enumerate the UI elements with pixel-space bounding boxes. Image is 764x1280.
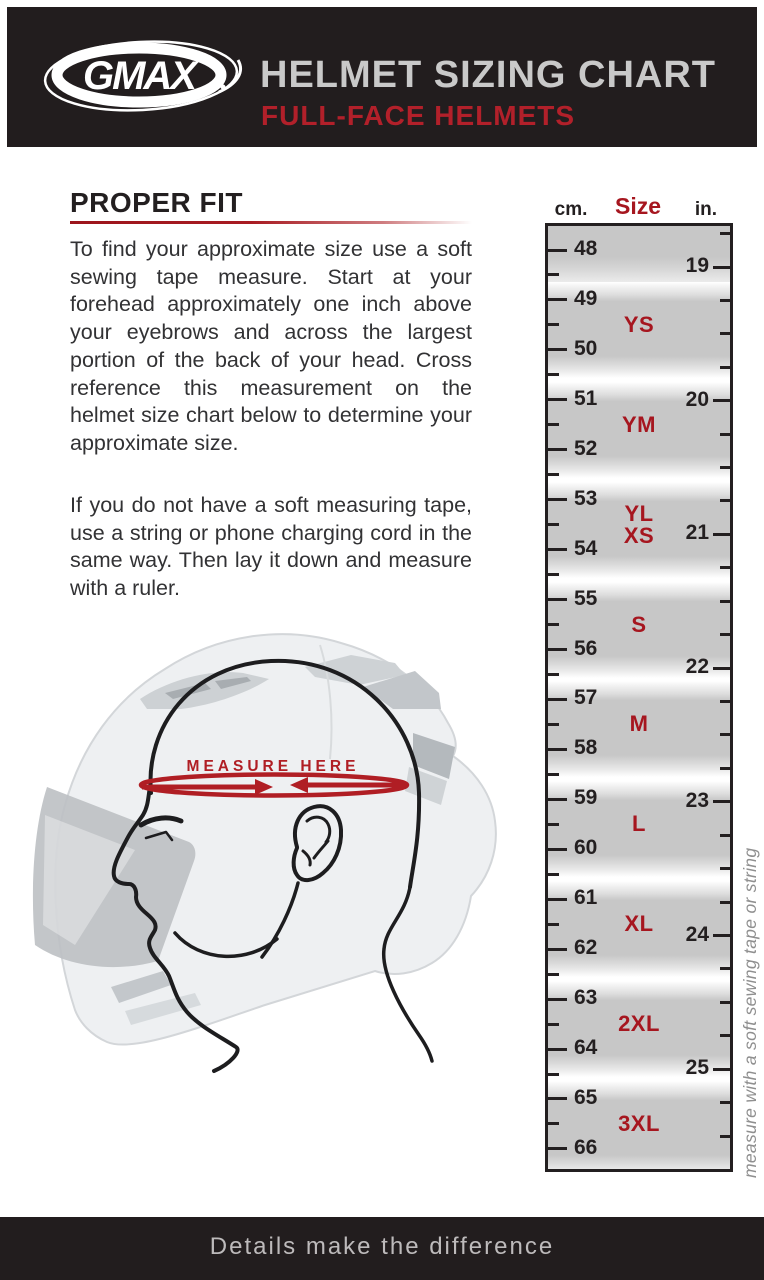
logo-dot	[221, 85, 226, 90]
cm-tick	[548, 823, 559, 826]
inch-tick	[720, 600, 730, 603]
cm-tick	[548, 623, 559, 626]
size-label-line: 2XL	[618, 1011, 660, 1037]
inch-tick-label: 23	[685, 788, 709, 812]
cm-tick-label: 59	[574, 786, 598, 810]
inch-tick	[720, 834, 730, 837]
size-band-label	[548, 311, 730, 337]
measure-here-label: MEASURE HERE	[186, 758, 360, 775]
inch-tick	[720, 366, 730, 369]
inch-tick	[720, 1101, 730, 1104]
column-header-size: Size	[614, 193, 662, 219]
cm-tick	[548, 273, 559, 276]
cm-tick	[548, 398, 567, 401]
cm-tick	[548, 673, 559, 676]
inch-tick	[713, 266, 730, 269]
cm-tick	[548, 548, 567, 551]
size-label-line: M	[629, 711, 649, 737]
cm-tick-label: 55	[574, 586, 598, 610]
size-label-line: L	[632, 811, 646, 837]
cm-tick-label: 57	[574, 686, 598, 710]
size-label-line: XS	[623, 522, 655, 548]
inch-tick-label: 21	[685, 521, 709, 545]
size-label-line: S	[631, 611, 647, 637]
sizing-chart-ruler	[548, 226, 730, 1169]
cm-tick-label: 58	[574, 736, 598, 760]
column-header-in: in.	[694, 199, 718, 220]
inch-tick	[720, 967, 730, 970]
size-band-label	[548, 1110, 730, 1136]
inch-tick	[720, 499, 730, 502]
cm-tick	[548, 373, 559, 376]
cm-tick	[548, 798, 567, 801]
size-label-line: YM	[622, 411, 656, 437]
inch-tick	[720, 901, 730, 904]
cm-tick-label: 52	[574, 436, 598, 460]
inch-tick	[713, 399, 730, 402]
size-label-line: XL	[624, 911, 654, 937]
inch-tick	[720, 466, 730, 469]
inch-tick-label: 22	[685, 655, 709, 679]
inch-tick	[720, 232, 730, 235]
cm-tick	[548, 923, 559, 926]
cm-tick	[548, 973, 559, 976]
inch-tick	[720, 332, 730, 335]
inch-tick-label: 24	[685, 922, 709, 946]
cm-tick-label: 53	[574, 486, 598, 510]
cm-tick-label: 64	[574, 1036, 598, 1060]
cm-tick-label: 51	[574, 386, 598, 410]
inch-tick	[713, 533, 730, 536]
page-subtitle: FULL-FACE HELMETS	[261, 100, 576, 131]
cm-tick	[548, 948, 567, 951]
size-band-label	[548, 713, 730, 735]
inch-tick	[720, 299, 730, 302]
cm-tick	[548, 573, 559, 576]
inch-tick	[720, 700, 730, 703]
paragraph-2: If you do not have a soft measuring tape, use a string or phone charging cord in the same way. Then lay it down and measure with a ruler.	[70, 493, 472, 601]
inch-tick-label: 19	[685, 254, 709, 277]
inch-tick-label: 20	[685, 387, 709, 411]
cm-tick	[548, 1073, 559, 1076]
cm-tick	[548, 498, 567, 501]
cm-tick-label: 66	[574, 1135, 598, 1159]
cm-tick-label: 60	[574, 836, 598, 860]
cm-tick	[548, 998, 567, 1001]
cm-tick	[548, 1097, 567, 1100]
gmax-logo	[37, 32, 252, 122]
logo-text: GMAX	[83, 54, 195, 98]
size-band-label	[548, 813, 730, 835]
sizing-chart	[545, 223, 733, 1172]
cm-tick	[548, 898, 567, 901]
cm-tick	[548, 648, 567, 651]
size-label-line: 3XL	[618, 1110, 660, 1136]
size-label-line: YS	[623, 311, 655, 337]
cm-tick	[548, 873, 559, 876]
inch-tick	[713, 934, 730, 937]
cm-tick	[548, 448, 567, 451]
inch-tick	[720, 633, 730, 636]
size-band-label	[548, 1013, 730, 1035]
cm-tick	[548, 249, 567, 252]
inch-tick	[713, 667, 730, 670]
header-bar	[7, 7, 757, 147]
cm-tick	[548, 848, 567, 851]
inch-tick	[720, 1001, 730, 1004]
cm-tick	[548, 1023, 559, 1026]
cm-tick	[548, 698, 567, 701]
cm-tick	[548, 1048, 567, 1051]
cm-tick	[548, 348, 567, 351]
side-note: measure with a soft sewing tape or string	[740, 847, 760, 1178]
inch-tick	[720, 767, 730, 770]
size-band-label	[548, 411, 730, 437]
cm-tick	[548, 298, 567, 301]
cm-tick	[548, 473, 559, 476]
paragraph-1: To find your approximate size use a soft sewing tape measure. Start at your forehead approximately one inch above your eyebrows and across the largest portion of the back of your head. Cross reference this measurement on the helmet size chart below to determine your approximate size.	[70, 237, 472, 455]
inch-tick-label: 25	[685, 1056, 709, 1080]
cm-tick	[548, 323, 559, 326]
inch-tick	[720, 566, 730, 569]
column-header-cm: cm.	[554, 199, 588, 220]
cm-tick-label: 56	[574, 636, 598, 660]
cm-tick-label: 48	[574, 237, 598, 260]
heading-rule	[70, 221, 472, 224]
cm-tick	[548, 748, 567, 751]
cm-tick-label: 62	[574, 936, 598, 960]
inch-tick	[720, 733, 730, 736]
inch-tick	[713, 1068, 730, 1071]
footer-tagline: Details make the difference	[209, 1233, 555, 1260]
inch-tick	[713, 800, 730, 803]
cm-tick	[548, 773, 559, 776]
cm-tick-label: 54	[574, 536, 598, 560]
cm-tick-label: 63	[574, 986, 598, 1010]
size-label-line: YL	[624, 500, 654, 526]
cm-tick-label: 49	[574, 286, 598, 310]
cm-tick	[548, 423, 559, 426]
cm-tick	[548, 723, 559, 726]
inch-tick	[720, 867, 730, 870]
cm-tick-label: 61	[574, 886, 598, 910]
page-title: HELMET SIZING CHART	[260, 54, 716, 96]
cm-tick	[548, 1147, 567, 1150]
helmet-illustration	[15, 615, 530, 1190]
cm-tick	[548, 1122, 559, 1125]
cm-tick	[548, 598, 567, 601]
inch-tick	[720, 1034, 730, 1037]
inch-tick	[720, 1135, 730, 1138]
section-heading: PROPER FIT	[70, 187, 244, 218]
size-band-label	[548, 611, 730, 637]
cm-tick-label: 50	[574, 336, 598, 360]
cm-tick-label: 65	[574, 1085, 598, 1109]
footer-bar	[0, 1217, 764, 1280]
cm-tick	[548, 523, 559, 526]
inch-tick	[720, 433, 730, 436]
